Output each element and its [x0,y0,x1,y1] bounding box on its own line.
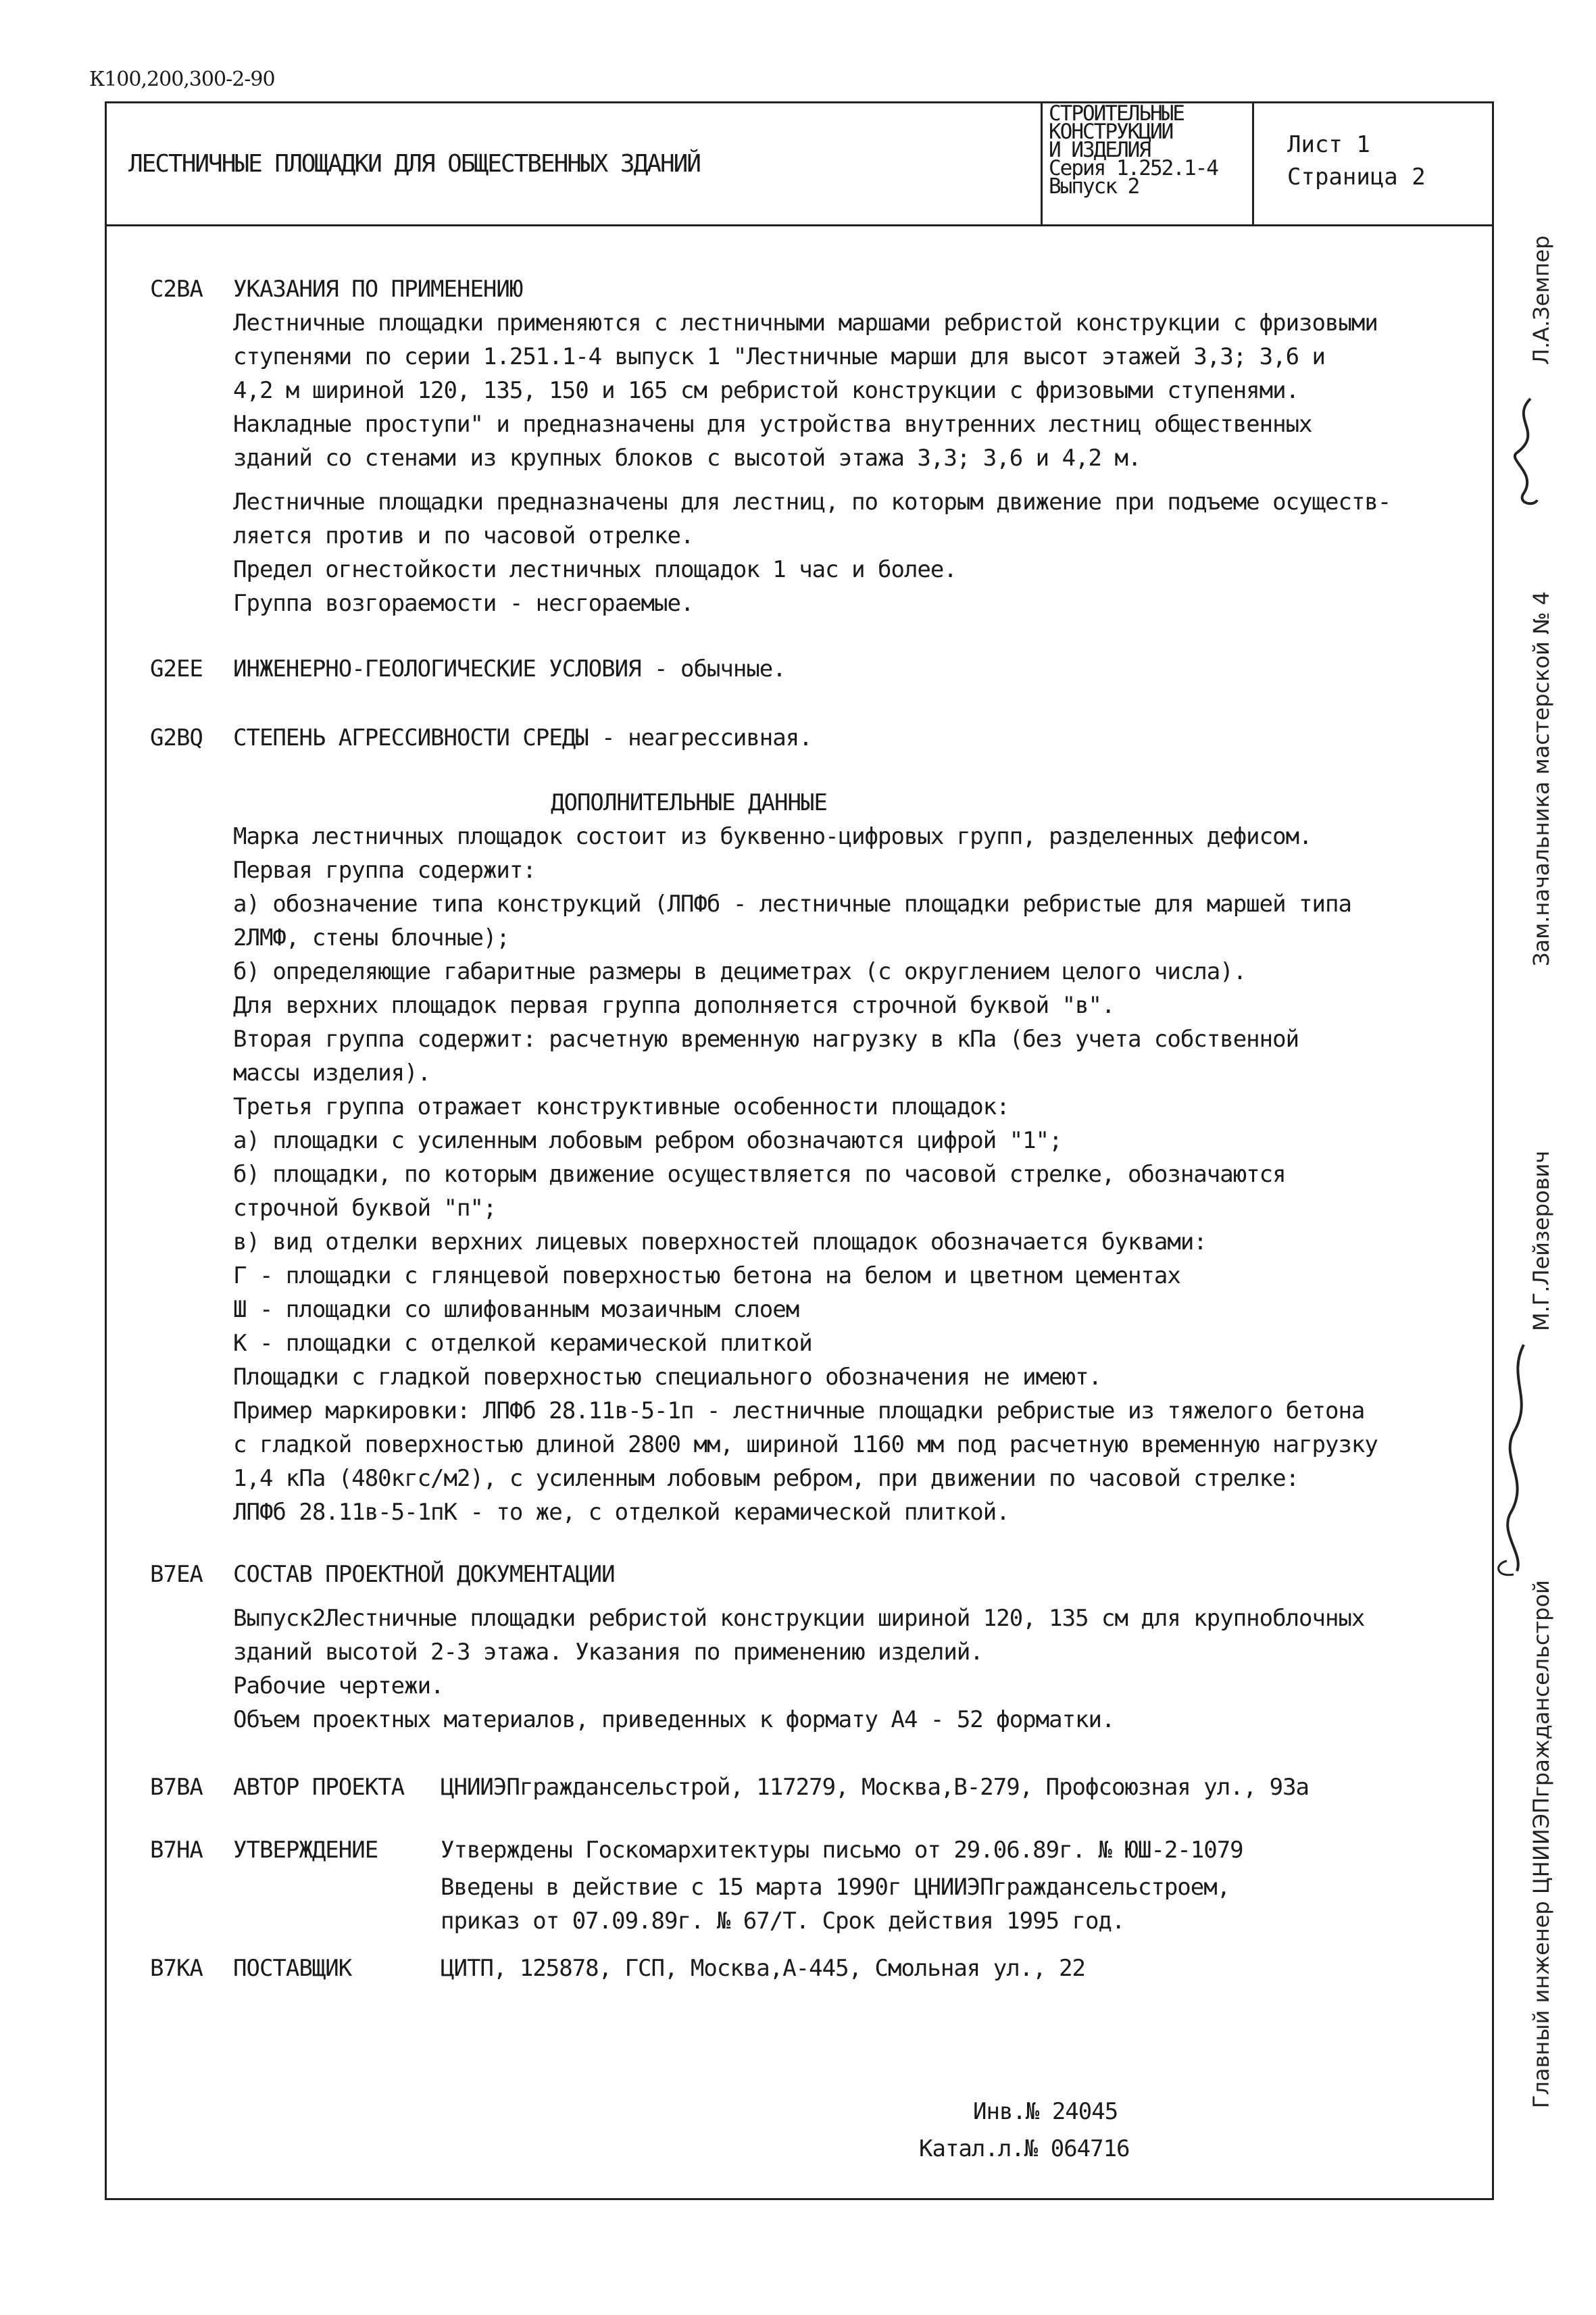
section-heading: УКАЗАНИЯ ПО ПРИМЕНЕНИЮ [233,276,523,303]
sheet-number: Лист 1 [1287,131,1370,158]
series-line: Выпуск 2 [1049,174,1139,199]
inventory-number: Инв.№ 24045 [973,2098,1118,2125]
body-line: ляется против и по часовой отрелке. [233,522,694,549]
author-text: ЦНИИЭПграждансельстрой, 117279, Москва,В-279, Профсоюзная ул., 93а [441,1774,1310,1801]
approval-line: приказ от 07.09.89г. № 67/Т. Срок действия 1995 год. [441,1908,1125,1935]
body-line: Марка лестничных площадок состоит из буквенно-цифровых групп, разделенных дефисом. [233,823,1312,850]
body-line: Выпуск2Лестничные площадки ребристой конструкции шириной 120, 135 см для крупноблочных [233,1605,1365,1632]
body-line: Объем проектных материалов, приведенных к формату А4 - 52 форматки. [233,1706,1115,1733]
chief-engineer-title: Главный инженер ЦНИИЭПграждансельстрой [1528,1580,1554,2108]
body-line: Пример маркировки: ЛПФб 28.11в-5-1п - лестничные площадки ребристые из тяжелого бетона [233,1397,1365,1424]
body-line: Лестничные площадки применяются с лестничными маршами ребристой конструкции с фризовыми [233,309,1378,337]
body-line: зданий со стенами из крупных блоков с высотой этажа 3,3; 3,6 и 4,2 м. [233,445,1141,472]
body-line: 2ЛМФ, стены блочные); [233,924,509,951]
deputy-head-title: Зам.начальника мастерской № 4 [1528,591,1554,966]
body-line: Лестничные площадки предназначены для лестниц, по которым движение при подъеме осуществ- [233,489,1391,516]
chief-signature [1487,1338,1547,1581]
body-line: Для верхних площадок первая группа дополняется строчной буквой "в". [233,992,1115,1019]
section-code: В7ВА [150,1774,203,1801]
body-line: Ш - площадки со шлифованным мозаичным слоем [233,1296,799,1323]
body-line: б) площадки, по которым движение осуществляется по часовой стрелке, обозначаются [233,1161,1286,1188]
author-label: АВТОР ПРОЕКТА [233,1774,405,1801]
body-line: Третья группа отражает конструктивные особенности площадок: [233,1093,1009,1120]
body-line: 1,4 кПа (480кгс/м2), с усиленным лобовым ребром, при движении по часовой стрелке: [233,1465,1299,1492]
body-line: Предел огнестойкости лестничных площадок 1 час и более. [233,556,957,583]
body-line: Группа возгораемости - несгораемые. [233,590,694,617]
deputy-name: Л.А.Земпер [1528,235,1554,365]
section-code: В7НА [150,1837,203,1864]
body-line: б) определяющие габаритные размеры в дециметрах (с округлением целого числа). [233,958,1247,985]
document-code: К100,200,300-2-90 [89,68,275,91]
body-line: зданий высотой 2-3 этажа. Указания по применению изделий. [233,1639,983,1666]
series-block [1049,101,1218,199]
series-line: Серия 1.252.1-4 [1049,156,1218,180]
section-heading: СОСТАВ ПРОЕКТНОЙ ДОКУМЕНТАЦИИ [233,1561,615,1588]
page-number: Страница 2 [1287,164,1426,191]
document-title: ЛЕСТНИЧНЫЕ ПЛОЩАДКИ ДЛЯ ОБЩЕСТВЕННЫХ ЗДАНИЙ [128,150,700,178]
body-line: строчной буквой "п"; [233,1195,497,1222]
catalog-number: Катал.л.№ 064716 [919,2135,1130,2162]
sheet-info [1287,128,1426,193]
deputy-signature [1503,392,1551,514]
section-code: С2ВА [150,276,203,303]
series-line: И ИЗДЕЛИЯ [1049,138,1150,162]
body-line: 4,2 м шириной 120, 135, 150 и 165 см ребристой конструкции с фризовыми ступенями. [233,377,1299,404]
body-line: Г - площадки с глянцевой поверхностью бетона на белом и цветном цементах [233,1262,1180,1289]
body-line: в) вид отделки верхних лицевых поверхностей площадок обозначается буквами: [233,1228,1207,1255]
geology-conditions: ИНЖЕНЕРНО-ГЕОЛОГИЧЕСКИЕ УСЛОВИЯ - обычные. [233,655,786,682]
aggression-degree: СТЕПЕНЬ АГРЕССИВНОСТИ СРЕДЫ - неагрессивная. [233,724,812,751]
chief-engineer-name: М.Г.Лейзерович [1528,1150,1554,1331]
body-line: а) обозначение типа конструкций (ЛПФб - лестничные площадки ребристые для маршей типа [233,891,1351,918]
body-line: Вторая группа содержит: расчетную временную нагрузку в кПа (без учета собственной [233,1026,1299,1053]
section-code: В7КА [150,1955,203,1982]
body-line: ЛПФб 28.11в-5-1пК - то же, с отделкой керамической плиткой. [233,1499,1009,1526]
section-code: В7ЕА [150,1561,203,1588]
body-line: Накладные проступи" и предназначены для устройства внутренних лестниц общественных [233,411,1312,438]
body-line: Первая группа содержит: [233,857,536,884]
body-line: с гладкой поверхностью длиной 2800 мм, шириной 1160 мм под расчетную временную нагрузку [233,1431,1378,1458]
approval-line: Введены в действие с 15 марта 1990г ЦНИИЭПграждансельстроем, [441,1874,1230,1901]
section-code: G2BQ [150,724,203,751]
series-line: КОНСТРУКЦИИ [1049,120,1173,144]
body-line: ступенями по серии 1.251.1-4 выпуск 1 "Лестничные марши для высот этажей 3,3; 3,6 и [233,343,1325,370]
supplier-text: ЦИТП, 125878, ГСП, Москва,А-445, Смольная ул., 22 [441,1955,1086,1982]
approval-line: Утверждены Госкомархитектуры письмо от 29.06.89г. № ЮШ-2-1079 [441,1837,1243,1864]
approval-label: УТВЕРЖДЕНИЕ [233,1837,378,1864]
body-line: Площадки с гладкой поверхностью специального обозначения не имеют. [233,1364,1102,1391]
body-line: Рабочие чертежи. [233,1672,444,1699]
body-line: а) площадки с усиленным лобовым ребром обозначаются цифрой "1"; [233,1127,1062,1154]
supplier-label: ПОСТАВЩИК [233,1955,352,1982]
series-line: СТРОИТЕЛЬНЫЕ [1049,101,1184,126]
body-line: К - площадки с отделкой керамической плиткой [233,1330,812,1357]
section-code: G2EE [150,655,203,682]
body-line: массы изделия). [233,1060,431,1087]
additional-heading: ДОПОЛНИТЕЛЬНЫЕ ДАННЫЕ [551,789,827,816]
